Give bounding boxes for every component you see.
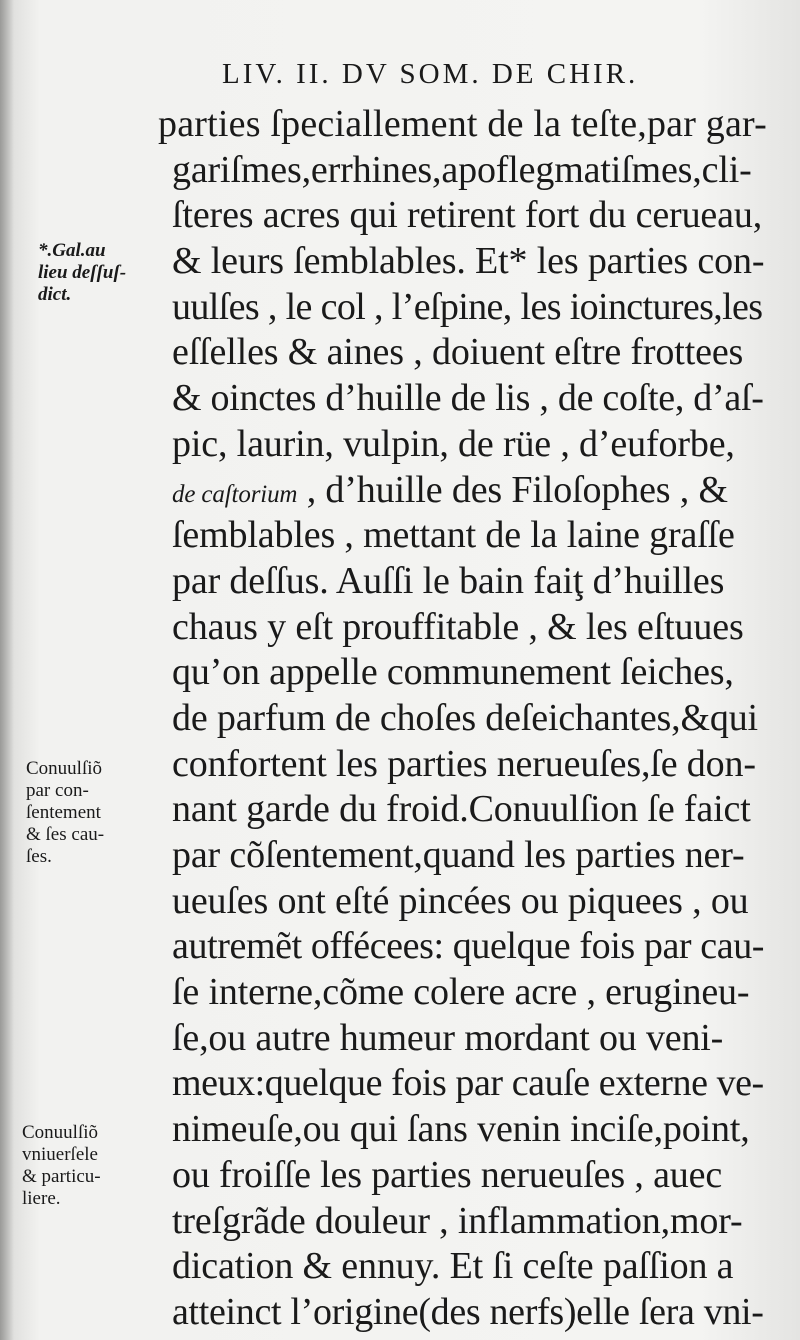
margin-note-line: Conuulſiõ [26,758,103,779]
margin-note-line: lieu deſſuſ- [38,262,127,283]
text-line: & leurs ſemblables. Et* les parties con- [172,240,765,283]
margin-note-galen [38,240,126,306]
text-line: ou froiſſe les parties nerueuſes , auec [172,1153,723,1196]
margin-note-line: liere. [22,1188,61,1209]
text-line: ueuſes ont eſté pincées ou piquees , ou [172,879,749,922]
margin-note-line: ſentement [26,802,101,823]
running-head: LIV. II. DV SOM. DE CHIR. [222,58,639,90]
text-line: eſſelles & aines , doiuent eſtre frottees [172,331,744,374]
text-line: de parfum de choſes deſeichantes,&qui [172,696,758,739]
text-line: treſgrãde douleur , inflammation,mor- [172,1199,743,1242]
text-line: confortent les parties nerueuſes,ſe don- [172,742,756,785]
text-line: ſe interne,cõme colere acre , erugineu- [172,971,750,1014]
text-line: ſteres acres qui retirent fort du cerueau, [172,194,763,237]
margin-note-line: Conuulſiõ [22,1122,99,1143]
text-line: par cõſentement,quand les parties ner- [172,834,745,876]
margin-note-universal [22,1122,101,1210]
text-line: nimeuſe,ou qui ſans venin inciſe,point, [172,1108,750,1151]
margin-note-line: par con- [26,780,89,801]
text-line: autremẽt offécees: quelque fois par cau- [172,925,765,968]
text-line: parties ſpeciallement de la teſte,par gar- [158,103,767,145]
text-line: qu’on appelle communement ſeiches, [172,651,734,694]
text-line: chaus y eſt prouffitable , & les eſtuues [172,605,744,648]
latin-term: de caſtorium [172,480,298,508]
margin-note-line: ſes. [26,846,52,867]
text-line: gariſmes,errhines,apoflegmatiſmes,cli- [172,148,752,191]
text-line: & oinctes d’huille de lis , de coſte, d’aſ- [172,377,764,420]
margin-note-line: & particu- [22,1166,101,1187]
text-line: par deſſus. Auſſi le bain faiţ d’huilles [172,559,725,602]
margin-note-consent [26,758,104,868]
text-line: dication & ennuy. Et ſi ceſte paſſion a [172,1245,734,1288]
margin-note-line: vniuerſele [22,1144,98,1165]
gutter-shadow [0,0,14,1340]
text-line: nant garde du froid.Conuulſion ſe faict [172,788,751,831]
margin-note-line: & ſes cau- [26,824,105,845]
text-line: ſemblables , mettant de la laine graſſe [172,514,735,557]
margin-note-line: *.Gal.au [38,240,106,261]
text-line: atteinct l’origine(des nerfs)elle ſera vni- [172,1290,764,1333]
text-line: uulſes , le col , l’eſpine, les ioinctures,les [172,285,763,328]
text-line: de caſtorium , d’huille des Filoſophes , & [172,468,728,511]
body-text [158,102,778,1336]
text-line: ſe,ou autre humeur mordant ou veni- [172,1016,724,1059]
text-line: pic, laurin, vulpin, de rüe , d’euforbe, [172,422,735,465]
margin-note-line: dict. [38,284,72,305]
text-line: meux:quelque fois par cauſe externe ve- [172,1062,764,1105]
